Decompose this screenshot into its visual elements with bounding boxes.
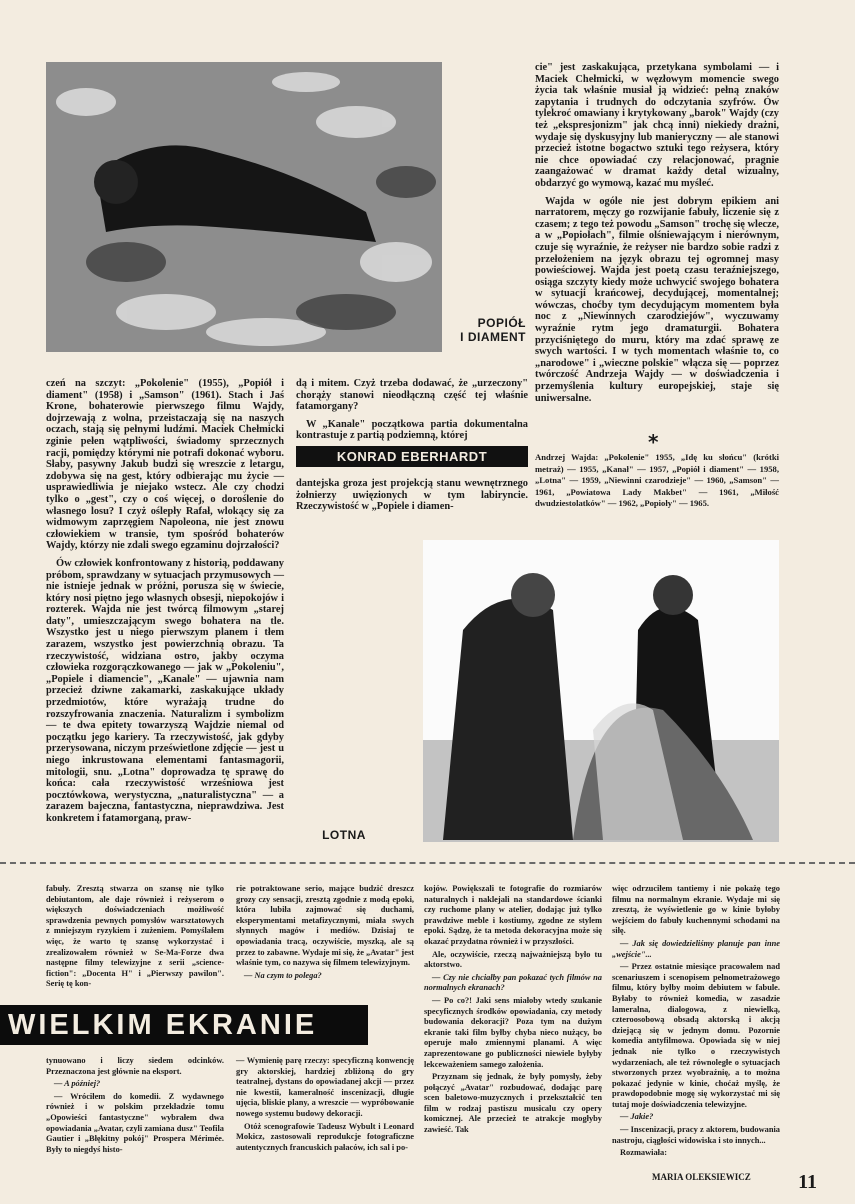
paragraph: tynuowano i liczy siedem odcinków. Przeznaczona jest głównie na eksport. (46, 1056, 224, 1076)
photo-popiol-graphic (46, 62, 442, 352)
question: — Jakie? (620, 1112, 654, 1122)
interview-col-4 (612, 884, 780, 1161)
interview-col-3 (424, 884, 602, 1138)
interview-col-2-bottom (236, 1056, 414, 1155)
paragraph: — Wymienię parę rzeczy: specyficzną konwencję gry aktorskiej, hardziej zbliżoną do gry teatralnej, dystans do opowiadanej akcji — przez nie kwestii, kameralność inscenizacji, długie ujęcia, bliskie plany, a wreszcie — wypróbowanie nowego systemu budowy dekoracji. (236, 1056, 414, 1118)
paragraph: czeń na szczyt: „Pokolenie" (1955), „Popiół i diament" (1958) i „Samson" (1961). Stach i Jaś Krone, bohaterowie pierwszego filmu Wajdy, dojrzewają z wolna, przeistaczają się na naszych oczach, stają się pełnymi ludźmi. Maciek Chełmicki zginie pełen wątpliwości, świadomy sprzecznych racji, pomiędzy którymi nie potrafi dokonać wyboru. Słaby, pasywny Jakub budzi się wreszcie z letargu, zdobywa się na gest, który odbierając mu życie — usprawiedliwia je niejako wstecz. Ale czy chodzi tylko o „gest", czy o coś więcej, o doroślenie do własnego losu? I czyż oślepły Rafał, wlokący się za widmowym zaprzęgiem Napoleona, nie jest znowu człowiekiem w transie, tym spośród bohaterów Wajdy, którzy nie zdali swego egzaminu dojrzałości? (46, 378, 284, 552)
paragraph: dantejska groza jest projekcją stanu wewnętrznego żołnierzy uwięzionych w tym labiryncie. Rzeczywistość w „Popiele i diamen- (296, 478, 528, 513)
paragraph: więc odrzuciłem tantiemy i nie pokażę tego filmu na normalnym ekranie. Wydaje mi się zresztą, że wyświetlenie go w kinie byłoby wejściem do fabuły kuchennymi schodami na siłę. (612, 884, 780, 936)
paragraph: — Po co?! Jaki sens miałoby wtedy szukanie specyficznych środków opowiadania, czy metody budowania dekoracji? Poza tym na dużym ekranie taki film byłby chyba nieco nużący, bo operuje mało zmiennymi planami. A więc zaprezentowane go publiczności niewiele byłyby lekceważeniem samego założenia. (424, 995, 602, 1069)
caption-popiol (430, 316, 526, 344)
interview-col-1-bottom (46, 1056, 224, 1157)
paragraph: Przyznam się jednak, że były pomysły, żeby połączyć „Avatar" rozbudować, dodając parę scen baletowo-muzycznych i przekształcić ten film w rodzaj pastiszu musicalu czy opery komicznej. Ale przecież te atrakcje mogłyby zawieść. Tak (424, 1072, 602, 1135)
photo-lotna (423, 540, 779, 842)
paragraph: W „Kanale" początkowa partia dokumentalna kontrastuje z partią podziemną, której (296, 418, 528, 442)
paragraph: Ów człowiek konfrontowany z historią, poddawany próbom, sprawdzany w sytuacjach przymusowych — nie istnieje jednak w próżni, porusza się w świecie, który nosi piętno jego własnych obsesji, niepokojów i rozterek. Wajda nie jest twórcą filmowym „starej daty", umieszczającym swego bohatera na tle. Wszystko jest u niego pierwszym planem i tłem zarazem, wszystko jest powierzchnią obrazu. Ta rzeczywistość, widziana ostro, jakby oczyma człowieka rozgorączkowanego — jak w „Pokoleniu", „Popiele i diamencie", „Kanale" — ujawnia nam przecież dziwne zakamarki, zaskakujące układy przedmiotów, które wyrażają trudne do rozszyfrowania znaczenia. Naturalizm i symbolizm — te dwa epitety towarzyszą Wajdzie niemal od początku jego kariery. Ta rzeczywistość, jak gdyby przerysowana, niczym prześwietlone zdjęcie — jest u niego inkrustowana elementami fantasmagorii, mitologii, snu. „Lotna" doprowadza tę sprawę do końca: cała rzeczywistość wrześniowa jest pocztówkowa, werystyczna, „naturalistyczna" — a zarazem bajeczna, fantastyczna, nieprawdziwa. Jest konkretem i fatamorganą, praw- (46, 557, 284, 824)
photo-lotna-graphic (423, 540, 779, 842)
paragraph: rie potraktowane serio, mające budzić dreszcz grozy czy sensacji, zresztą zgodnie z modą epoki, która lubiła zajmować się duchami, eksperymentami metafizycznymi, miała swych słynnych magów i mediów. Dzisiaj te opowiadania tracą, oczywiście, myszką, ale są przez to zabawne. Wydaje mi się, że „Avatar" jest właśnie tym, co nazywa się filmem telewizyjnym. (236, 884, 414, 968)
star-separator: * (648, 430, 659, 454)
section-divider (0, 862, 855, 864)
question: — A później? (54, 1079, 101, 1089)
paragraph: — Przez ostatnie miesiące pracowałem nad scenariuszem i scenopisem pełnometrażowego filmu, który byłby moim debiutem w fabule. Byłaby to również komedia, w zasadzie lameralna, dialogowa, z niewielką, czteroosobową obsadą aktorską i akcją dziejącą się w jednym domu. Pozornie komedia antyfilmowa. Opowiada się w niej jednak nie tylko o rzeczywistych wydarzeniach, ale też równoległe o sytuacjach stworzonych przez wyobraźnię, a to można pokazać jedynie w kinie, choćaż myślę, że prawdopodobnie mogę się wykorzystać mi się tutaj moje doświadczenia telewizyjne. (612, 962, 780, 1109)
caption-lotna: LOTNA (322, 828, 366, 842)
article-col-middle-cont (296, 478, 528, 519)
paragraph: cie" jest zaskakująca, przetykana symbolami — i Maciek Chełmicki, w węzłowym momencie swego życia tak właśnie musiał ją widzieć: pełną znaków zapytania i trudnych do odczytania szyfrów. Ów tylekroć omawiany i krytykowany „barok" Wajdy (czy też „ekspresjonizm" jak chcą inni) niekiedy drażni, wydaje się dyskusyjny lub manieryczny — ale stanowi przecież istotne bogactwo sztuki tego reżysera, który nie chce opowiadać czy relacjonować, pragnie zaangażować w dramat każdy detal wizualny, obdarzyć go wymową, kazać mu myśleć. (535, 62, 779, 189)
caption-popiol-line1: POPIÓŁ (477, 316, 526, 330)
page-number: 11 (798, 1171, 817, 1193)
interview-label: Rozmawiała: (620, 1148, 667, 1158)
signature: MARIA OLEKSIEWICZ (652, 1172, 751, 1182)
caption-popiol-line2: I DIAMENT (460, 330, 526, 344)
article-col-middle (296, 378, 528, 448)
paragraph: Ale, oczywiście, rzeczą najważniejszą było tu aktorstwo. (424, 949, 602, 970)
paragraph: dą i mitem. Czyż trzeba dodawać, że „urzeczony" chorąży stanowi nieodłączną część tej właśnie fatamorgany? (296, 378, 528, 413)
question: — Jak się dowiedzieliśmy planuje pan inne „wejście"... (612, 938, 780, 959)
paragraph: Otóż scenografowie Tadeusz Wybult i Leonard Mokicz, zastosowali reprodukcje fotograficzne autentycznych francuskich pałaców, ich sal i po- (236, 1121, 414, 1152)
author-bar: KONRAD EBERHARDT (296, 446, 528, 467)
section-banner: WIELKIM EKRANIE (0, 1005, 368, 1045)
interview-col-1-top (46, 884, 224, 992)
question: — Na czym to polega? (244, 970, 322, 980)
article-col-left (46, 378, 284, 831)
paragraph: fabuły. Zresztą stwarza on szansę nie tylko debiutantom, ale daje również i reżyserom o większych doświadczeniach możliwość sprawdzenia pewnych pomysłów warsztatowych z mniejszym ryzykiem i zużeniem. Pomyślałem więc, że warto tę szansę wykorzystać i zrealizowałem również w Se-Ma-Forze dwa następne filmy telewizyjne z serii „science-fiction": „Docenta H" i „Pierwszy pawilon". Serię tę kon- (46, 884, 224, 989)
paragraph: — Wróciłem do komedii. Z wydawnego również i w polskim przekładzie tomu „Opowieści fantastyczne" wybrałem dwa opowiadania „Avatar, czyli zamiana dusz" Teofila Gautier i „Błękitny pokój" Prospera Mérimée. Były to niegdyś histo- (46, 1091, 224, 1154)
interview-col-2-top (236, 884, 414, 983)
filmography: Andrzej Wajda: „Pokolenie" 1955, „Idę ku słońcu" (krótki metraż) — 1955, „Kanał" — 1957, „Popiół i diament" — 1958, „Lotna" — 1959, „Niewinni czarodzieje" — 1960, „Samson" — 1961, „Powiatowa Lady Makbet" — 1961, „Miłość dwudziestolatków" — 1962, „Popioły" — 1965. (535, 452, 779, 508)
paragraph: kojów. Powiększali te fotografie do rozmiarów naturalnych i naklejali na standardowe ścianki czy ruchome plany w atelier, dodając już tylko prawdziwe meble i kostiumy, zgodne ze stylem epoki. Sądzę, że ta metoda dekoracyjna może się okazać przydatna również i w przyszłości. (424, 884, 602, 946)
paragraph: Wajda w ogóle nie jest dobrym epikiem ani narratorem, męczy go rozwijanie fabuły, liczenie się z czasem; z tego też powodu „Samson" trochę się wlecze, a w „Popiołach", filmie olśniewającym i nierównym, czuje się wyraźnie, że reżyser nie bardzo sobie radzi z przełożeniem na język obrazu tej ogromnej masy powieściowej. Wajda jest poetą czasu teraźniejszego, osiąga szczyty kiedy może uchwycić swojego bohatera w sytuacji krańcowej, decydującej, momentalnej; wówczas, choćby tym decydującym momentem była noc z „Niewinnych czarodziejów", wyczuwamy wyraźnie rytm jego dramaturgii. Bohatera przyciśniętego do muru, który ma zdać sprawę ze swych wartości. I w tych momentach właśnie to, co „narodowe" i „wieczne polskie" włącza się — poprzez twórczość Andrzeja Wajdy — w doświadczenia i przemyślenia kultury europejskiej, staje się uniwersalne. (535, 195, 779, 404)
paragraph: — Inscenizacji, pracy z aktorem, budowania nastroju, ciągłości widowiska i sto innych... (612, 1125, 780, 1145)
photo-popiol-i-diament (46, 62, 442, 352)
article-col-right (535, 62, 779, 410)
question: — Czy nie chciałby pan pokazać tych filmów na normalnych ekranach? (424, 972, 602, 993)
